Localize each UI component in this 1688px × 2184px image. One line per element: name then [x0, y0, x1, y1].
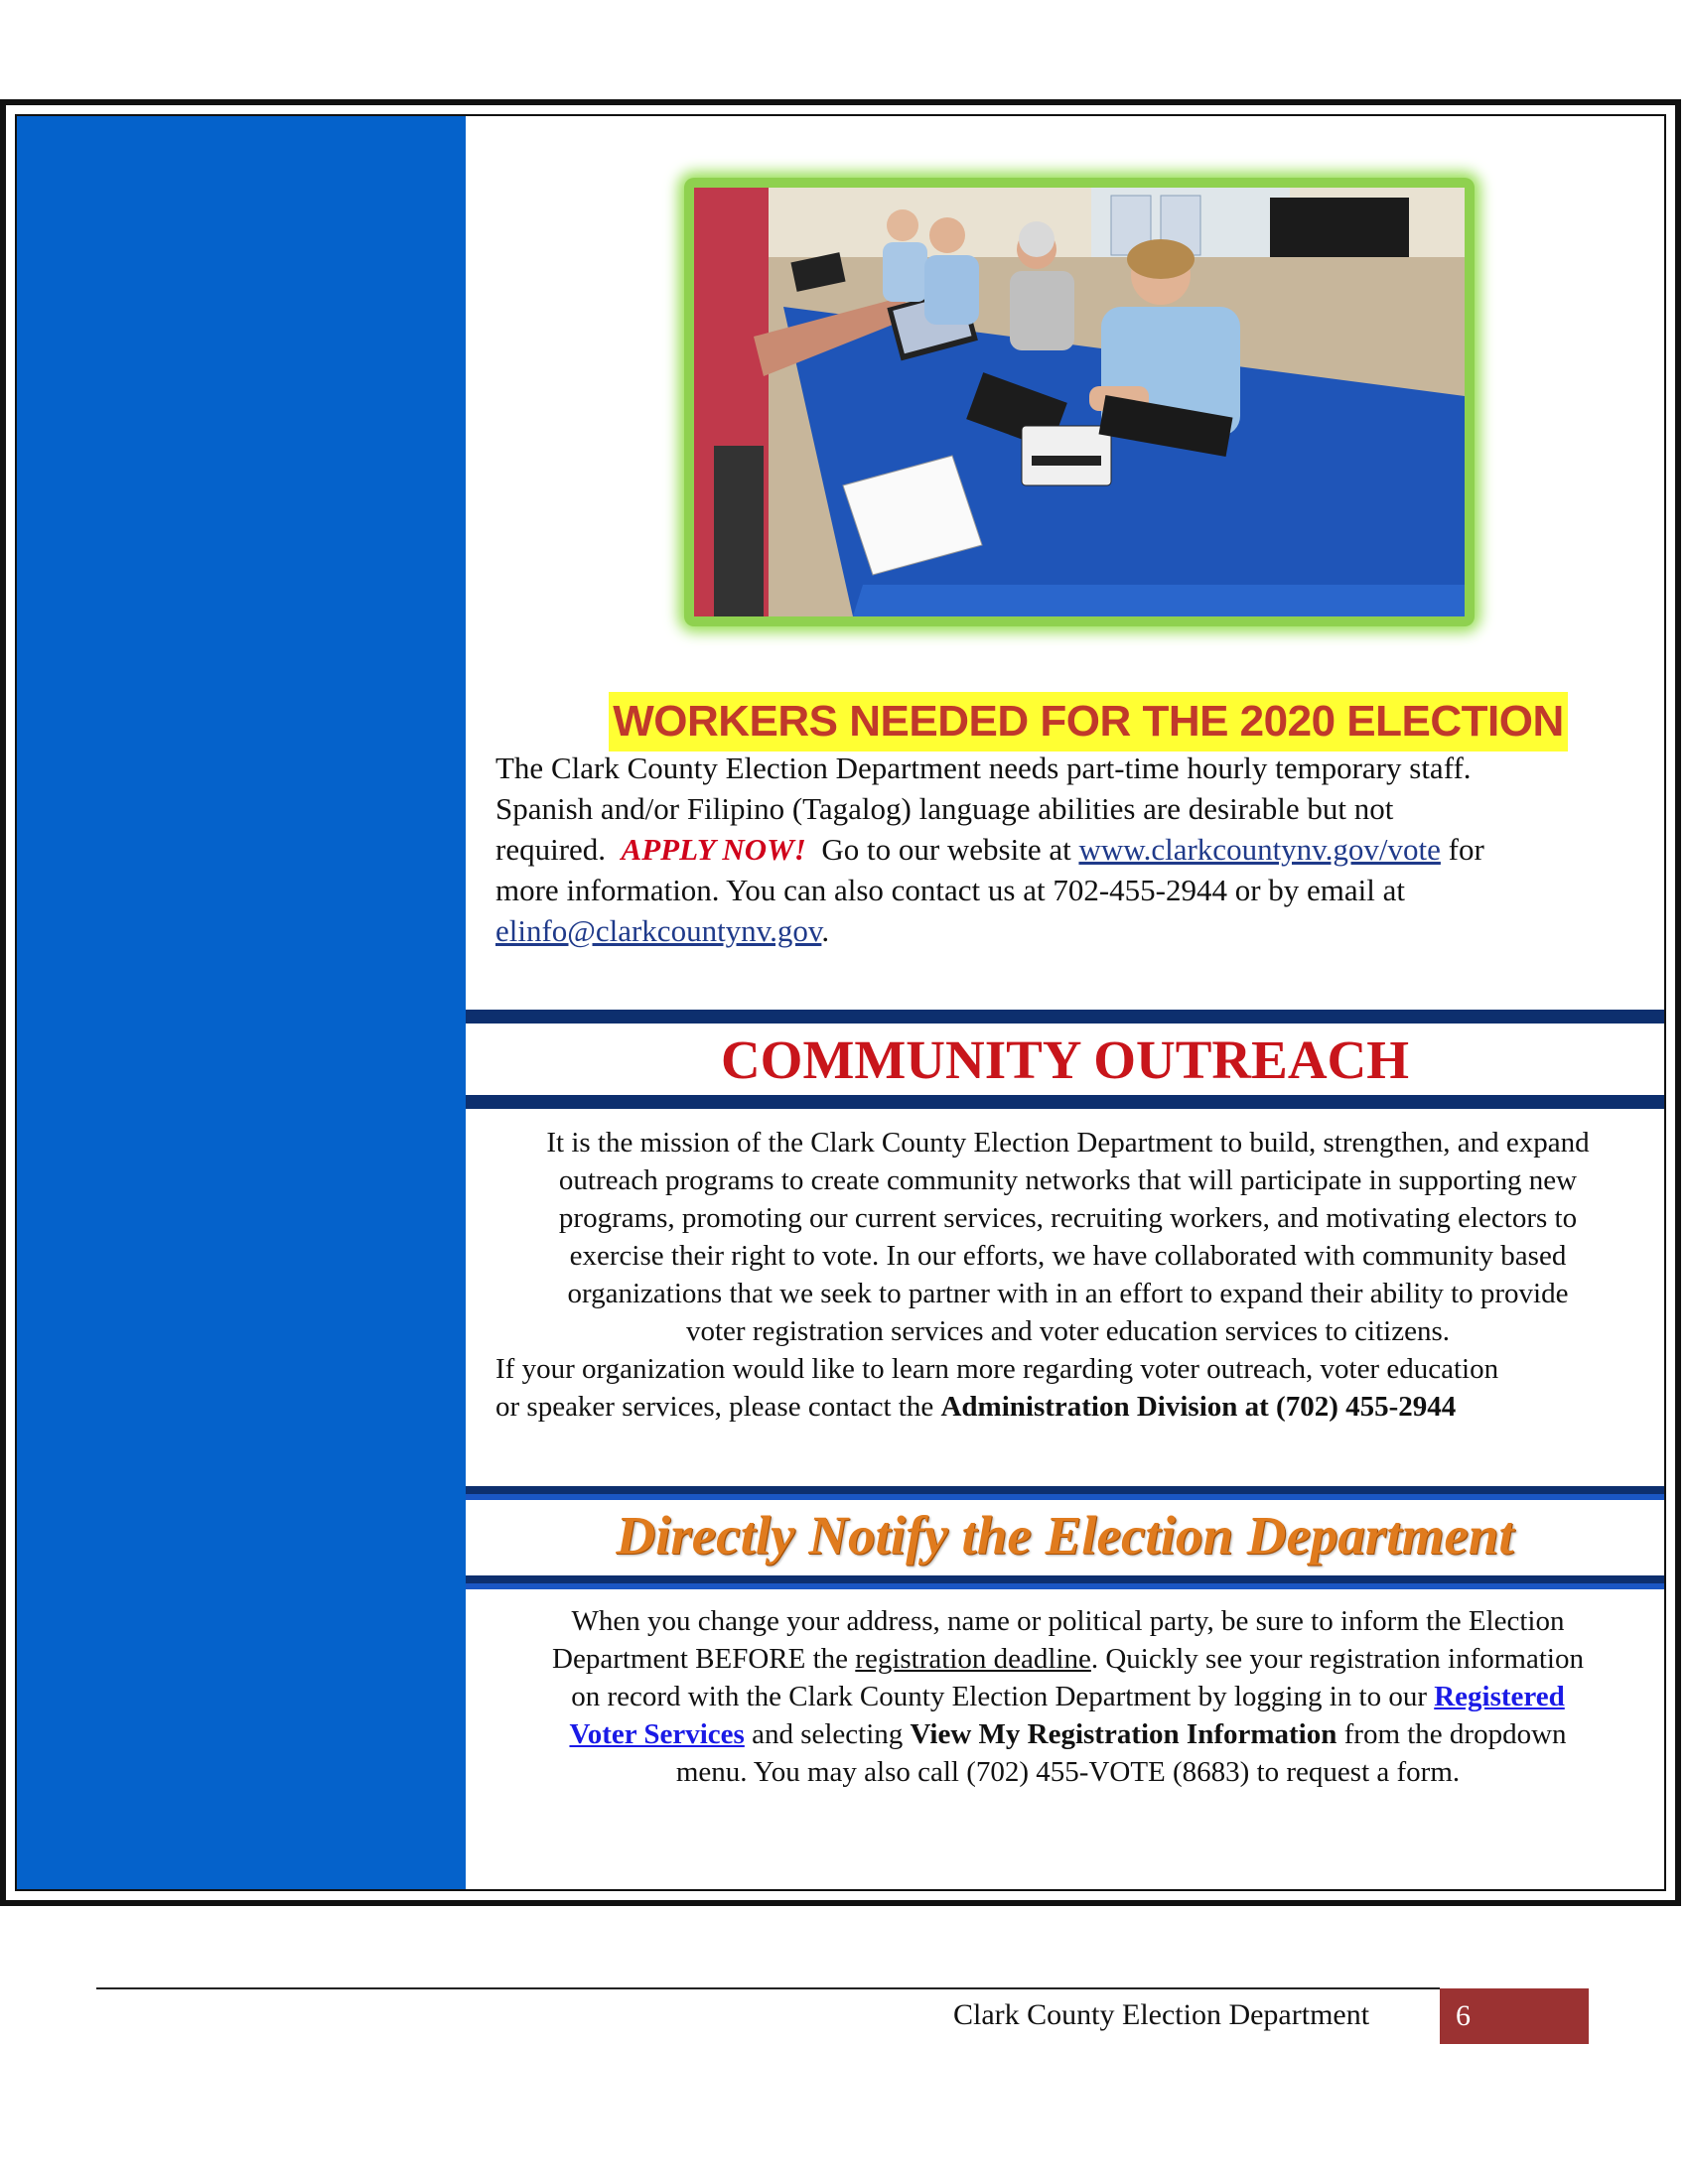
outreach-line-6: voter registration services and voter education services to citizens. [685, 1315, 1451, 1347]
workers-line-3 [495, 829, 1666, 870]
notify-line-3 [478, 1678, 1658, 1715]
outreach-line-1: It is the mission of the Clark County Election Department to build, strengthen, and expand [546, 1127, 1590, 1159]
workers-line-4: more information. You can also contact us at 702-455-2944 or by email at [495, 873, 1406, 907]
workers-needed-text [495, 748, 1666, 951]
notify-line-4b: from the dropdown [1343, 1718, 1567, 1750]
poll-workers-illustration [694, 188, 1465, 616]
view-registration-info-text: View My Registration Information [910, 1718, 1337, 1750]
outreach-line-5: organizations that we seek to partner with in an effort to expand their ability to provide [567, 1278, 1569, 1309]
outreach-line-2: outreach programs to create community networks that will participate in supporting new [558, 1164, 1578, 1196]
poll-workers-photo-frame [684, 178, 1475, 626]
outreach-contact-text: or speaker services, please contact the [495, 1391, 934, 1423]
community-outreach-heading: COMMUNITY OUTREACH [720, 1029, 1410, 1090]
notify-top-band-blue [466, 1494, 1664, 1500]
notify-line-2 [478, 1640, 1658, 1678]
workers-line-3b: Go to our website at [821, 832, 1071, 867]
registered-voter-services-link-part1[interactable]: Registered [1434, 1681, 1565, 1712]
website-link[interactable]: www.clarkcountynv.gov/vote [1078, 832, 1441, 867]
outreach-line-4: exercise their right to vote. In our efforts, we have collaborated with community based [569, 1240, 1567, 1272]
workers-line-2: Spanish and/or Filipino (Tagalog) language abilities are desirable but not [495, 791, 1394, 826]
notify-bottom-band-blue [466, 1583, 1664, 1589]
workers-period: . [821, 913, 830, 948]
footer-org-name: Clark County Election Department [953, 1998, 1370, 2031]
notify-line-3a: on record with the Clark County Election Department by logging in to our [571, 1681, 1427, 1712]
workers-line-3a: required. [495, 832, 607, 867]
workers-needed-title: WORKERS NEEDED FOR THE 2020 ELECTION [609, 692, 1567, 751]
notify-top-band-dark [466, 1486, 1664, 1494]
notify-election-text [478, 1602, 1658, 1791]
outreach-line-7: If your organization would like to learn more regarding voter outreach, voter education [495, 1353, 1499, 1385]
apply-now-text: APPLY NOW! [621, 832, 806, 867]
workers-line-3c: for [1448, 832, 1484, 867]
administration-division-phone: Administration Division at (702) 455-2944 [940, 1391, 1457, 1423]
outreach-line-8 [478, 1388, 1658, 1426]
notify-line-2b: . Quickly see your registration information [1090, 1643, 1584, 1675]
notify-line-4a: and selecting [752, 1718, 904, 1750]
workers-needed-heading [527, 692, 1649, 751]
notify-line-4 [478, 1715, 1658, 1753]
outreach-top-band [466, 1010, 1664, 1024]
outreach-line-3: programs, promoting our current services, recruiting workers, and motivating electors to [558, 1202, 1578, 1234]
workers-line-1: The Clark County Election Department needs part-time hourly temporary staff. [495, 751, 1472, 785]
notify-election-heading: Directly Notify the Election Department [616, 1505, 1514, 1566]
notify-line-5: menu. You may also call (702) 455-VOTE (8683) to request a form. [675, 1756, 1461, 1788]
notify-line-2a: Department BEFORE the [552, 1643, 849, 1675]
blue-sidebar [17, 116, 466, 1889]
email-link[interactable]: elinfo@clarkcountynv.gov [495, 913, 822, 948]
outreach-bottom-band [466, 1095, 1664, 1109]
page-number: 6 [1440, 1988, 1589, 2044]
page-frame-inner [15, 114, 1666, 1891]
workers-line-5 [495, 910, 1666, 951]
registered-voter-services-link-part2[interactable]: Voter Services [569, 1718, 745, 1750]
registration-deadline-text: registration deadline [855, 1643, 1091, 1675]
community-outreach-text [478, 1124, 1658, 1426]
footer-rule [96, 1987, 1440, 1989]
notify-bottom-band-dark [466, 1575, 1664, 1583]
main-content [466, 116, 1664, 1889]
notify-line-1: When you change your address, name or political party, be sure to inform the Election [571, 1605, 1565, 1637]
poll-workers-photo [694, 188, 1465, 616]
page-frame [0, 99, 1681, 1906]
